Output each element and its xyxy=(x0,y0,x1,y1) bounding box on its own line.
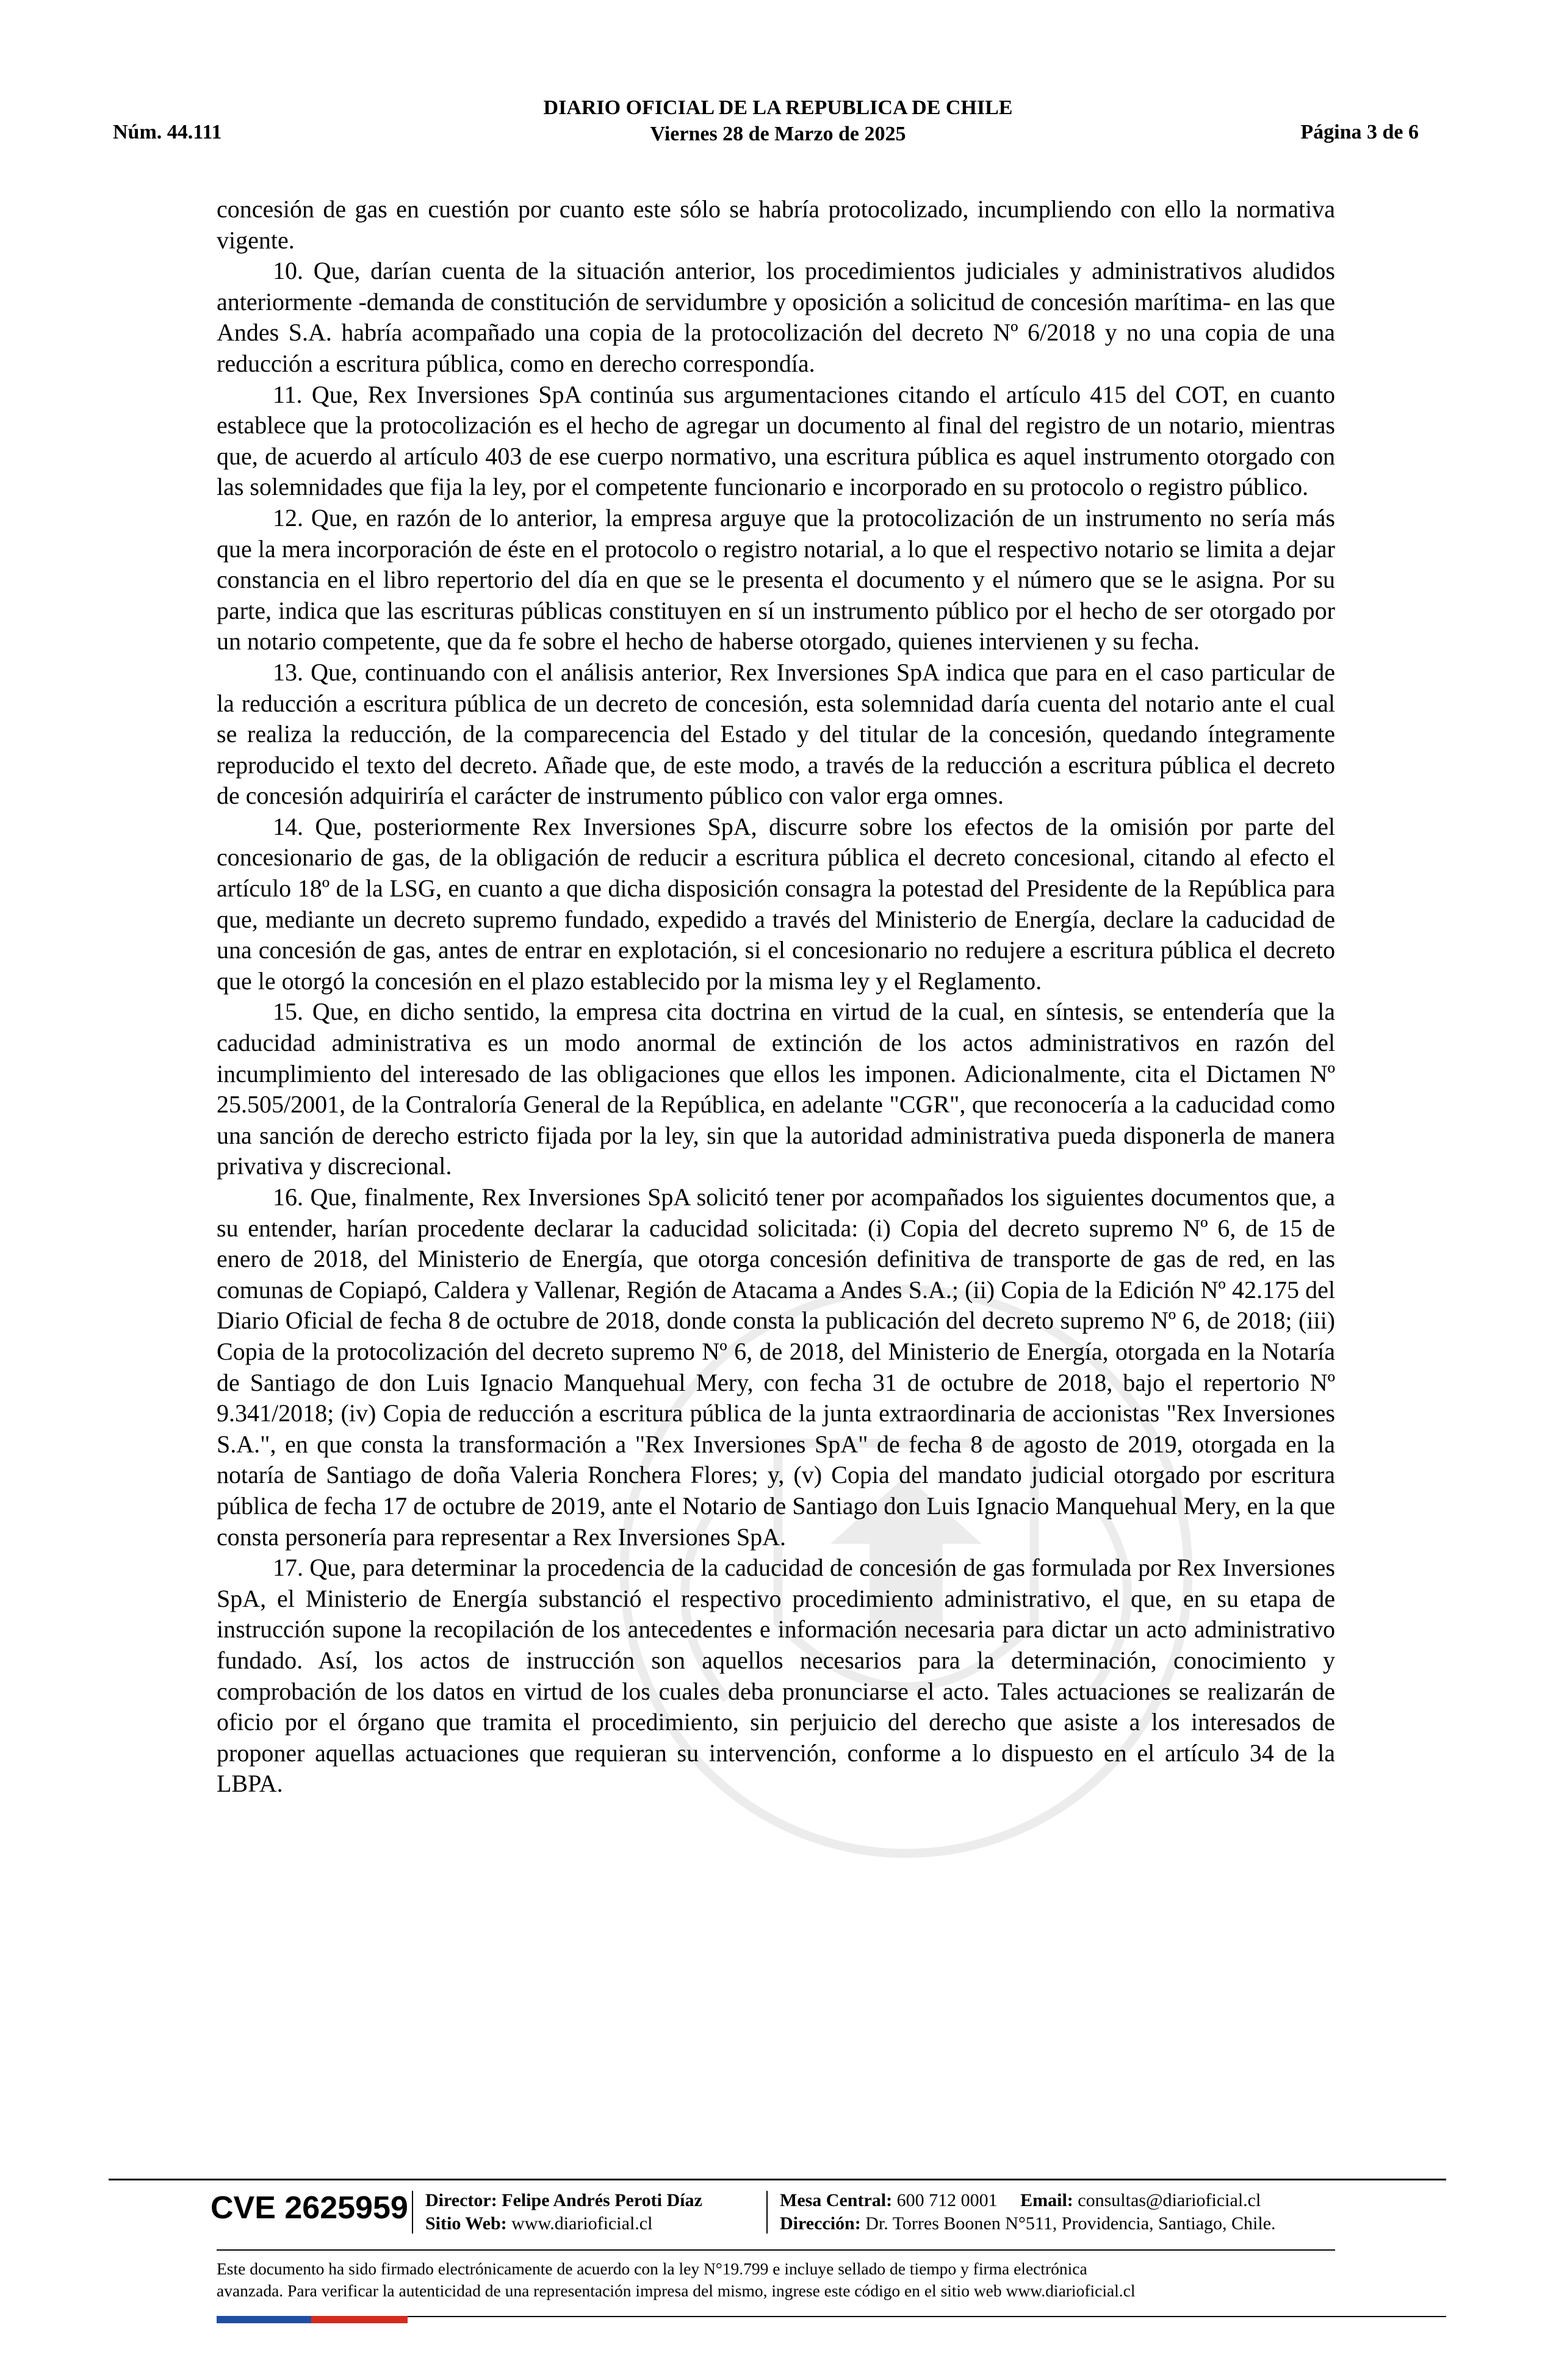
flag-stripe-red xyxy=(311,2316,408,2323)
flag-stripe-blue xyxy=(217,2316,311,2323)
publication-title: DIARIO OFICIAL DE LA REPUBLICA DE CHILE xyxy=(543,96,1013,119)
address: Dr. Torres Boonen N°511, Providencia, Santiago, Chile. xyxy=(865,2213,1276,2234)
footer-divider xyxy=(217,2249,1335,2251)
footer-separator xyxy=(766,2191,768,2234)
paragraph: 10. Que, darían cuenta de la situación anterior, los procedimientos judiciales y administrativos aludidos anteriormente -demanda de constitución de servidumbre y oposición a solicitud de concesión marítima- en las que Andes S.A. habría acompañado una copia de la protocolización del decreto Nº 6/2018 y no una copia de una reducción a escritura pública, como en derecho correspondía. xyxy=(217,257,1335,377)
website-link[interactable]: www.diarioficial.cl xyxy=(511,2213,653,2234)
cve-code: CVE 2625959 xyxy=(211,2190,408,2226)
phone-number: 600 712 0001 xyxy=(896,2190,998,2210)
publication-date: Viernes 28 de Marzo de 2025 xyxy=(650,123,906,145)
paragraph: 13. Que, continuando con el análisis anterior, Rex Inversiones SpA indica que para en el caso particular de la reducción a escritura pública de un decreto de concesión, esta solemnidad daría cuenta del notario ante el cual se realiza la reducción, de la comparecencia del Estado y del titular de la concesión, quedando íntegramente reproducido el texto del decreto. Añade que, de este modo, a través de la reducción a escritura pública el decreto de concesión adquiriría el carácter de instrumento público con valor erga omnes. xyxy=(217,658,1335,810)
legal-notice xyxy=(217,2258,1335,2302)
footer-divider xyxy=(109,2179,1446,2180)
paragraph: 16. Que, finalmente, Rex Inversiones SpA solicitó tener por acompañados los siguientes documentos que, a su entender, harían procedente declarar la caducidad solicitada: (i) Copia del decreto supremo Nº 6, de 15 de enero de 2018, del Ministerio de Energía, que otorga concesión definitiva de transporte de gas de red, en las comunas de Copiapó, Caldera y Vallenar, Región de Atacama a Andes S.A.; (ii) Copia de la Edición Nº 42.175 del Diario Oficial de fecha 8 de octubre de 2018, donde consta la publicación del decreto supremo Nº 6, de 2018; (iii) Copia de la protocolización del decreto supremo Nº 6, de 2018, del Ministerio de Energía, otorgada en la Notaría de Santiago de don Luis Ignacio Manquehual Mery, con fecha 31 de octubre de 2018, bajo el repertorio Nº 9.341/2018; (iv) Copia de reducción a escritura pública de la junta extraordinaria de accionistas "Rex Inversiones S.A.", en que consta la transformación a "Rex Inversiones SpA" de fecha 8 de agosto de 2019, otorgada en la notaría de Santiago de doña Valeria Ronchera Flores; y, (v) Copia del mandato judicial otorgado por escritura pública de fecha 17 de octubre de 2019, ante el Notario de Santiago don Luis Ignacio Manquehual Mery, en la que consta personería para representar a Rex Inversiones SpA. xyxy=(217,1183,1335,1551)
address-label: Dirección: xyxy=(780,2213,861,2234)
paragraph: 14. Que, posteriormente Rex Inversiones SpA, discurre sobre los efectos de la omisión por parte del concesionario de gas, de la obligación de reducir a escritura pública el decreto concesional, citando al efecto el artículo 18º de la LSG, en cuanto a que dicha disposición consagra la potestad del Presidente de la República para que, mediante un decreto supremo fundado, expedido a través del Ministerio de Energía, declare la caducidad de una concesión de gas, antes de entrar en explotación, si el concesionario no redujere a escritura pública el decreto que le otorgó la concesión en el plazo establecido por la misma ley y el Reglamento. xyxy=(217,812,1335,995)
legal-line: Este documento ha sido firmado electrónicamente de acuerdo con la ley N°19.799 e incluye sellado de tiempo y firma electrónica xyxy=(217,2259,1087,2278)
website-label: Sitio Web: xyxy=(425,2213,507,2234)
email-label: Email: xyxy=(1020,2190,1073,2210)
page-number: Página 3 de 6 xyxy=(1300,121,1419,143)
paragraph: 17. Que, para determinar la procedencia de la caducidad de concesión de gas formulada por Rex Inversiones SpA, el Ministerio de Energía substanció el respectivo procedimiento administrativo, el que, en su etapa de instrucción supone la recopilación de los antecedentes e información necesaria para dictar un acto administrativo fundado. Así, los actos de instrucción son aquellos necesarios para la determinación, conocimiento y comprobación de los datos en virtud de los cuales deba pronunciarse el acto. Tales actuaciones se realizarán de oficio por el órgano que tramita el procedimiento, sin perjuicio del derecho que asiste a los interesados de proponer aquellas actuaciones que requieran su intervención, conforme a lo dispuesto en el artículo 34 de la LBPA. xyxy=(217,1554,1335,1798)
legal-line: avanzada. Para verificar la autenticidad de una representación impresa del mismo, ingrese este código en el sitio web www.diarioficial.cl xyxy=(217,2281,1136,2300)
paragraph: 12. Que, en razón de lo anterior, la empresa arguye que la protocolización de un instrumento no sería más que la mera incorporación de éste en el protocolo o registro notarial, a lo que el respectivo notario se limita a dejar constancia en el libro repertorio del día en que se le presenta el documento y el número que se le asigna. Por su parte, indica que las escrituras públicas constituyen en sí un instrumento público por el hecho de ser otorgado por un notario competente, que da fe sobre el hecho de haberse otorgado, quienes intervienen y su fecha. xyxy=(217,503,1335,655)
footer-contact-block xyxy=(780,2189,1276,2235)
paragraph: concesión de gas en cuestión por cuanto este sólo se habría protocolizado, incumpliendo con ello la normativa vigente. xyxy=(217,195,1335,254)
issue-number: Núm. 44.111 xyxy=(113,121,222,143)
footer-separator xyxy=(412,2191,413,2234)
document-body xyxy=(217,194,1335,1800)
paragraph: 15. Que, en dicho sentido, la empresa cita doctrina en virtud de la cual, en síntesis, se entendería que la caducidad administrativa es un modo anormal de extinción de los actos administrativos en razón del incumplimiento del interesado de las obligaciones que ellos les imponen. Adicionalmente, cita el Dictamen Nº 25.505/2001, de la Contraloría General de la República, en adelante "CGR", que reconocería a la caducidad como una sanción de derecho estricto fijada por la ley, sin que la autoridad administrativa pueda disponerla de manera privativa y discrecional. xyxy=(217,998,1335,1180)
phone-label: Mesa Central: xyxy=(780,2190,893,2210)
email-link[interactable]: consultas@diarioficial.cl xyxy=(1078,2190,1261,2210)
director-label: Director: xyxy=(425,2190,497,2210)
paragraph: 11. Que, Rex Inversiones SpA continúa sus argumentaciones citando el artículo 415 del COT, en cuanto establece que la protocolización es el hecho de agregar un documento al final del registro de un notario, mientras que, de acuerdo al artículo 403 de ese cuerpo normativo, una escritura pública es aquel instrumento otorgado con las solemnidades que fija la ley, por el competente funcionario e incorporado en su protocolo o registro público. xyxy=(217,380,1335,501)
footer-director-block xyxy=(425,2189,702,2235)
director-name: Felipe Andrés Peroti Díaz xyxy=(502,2190,702,2210)
